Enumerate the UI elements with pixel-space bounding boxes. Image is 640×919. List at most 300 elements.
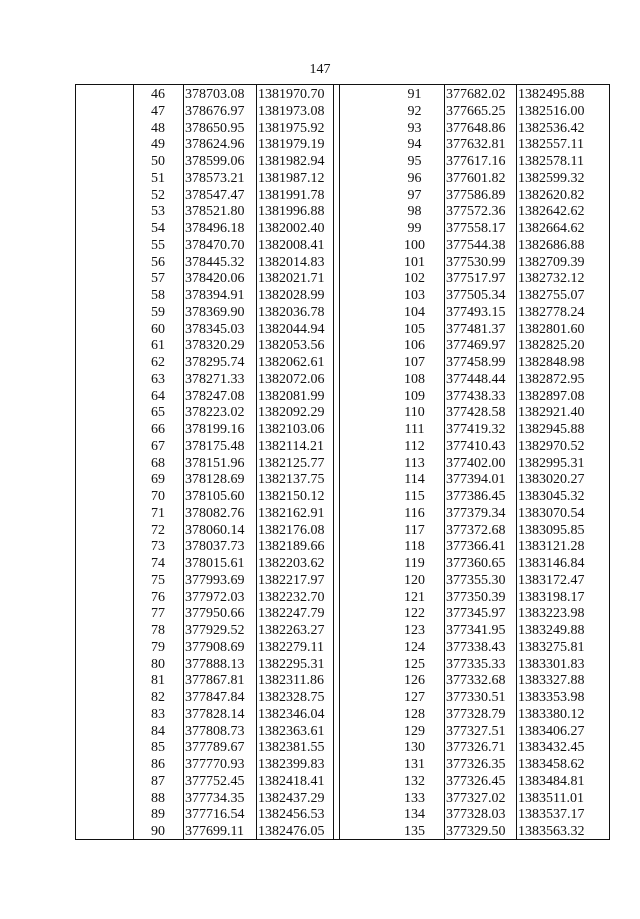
- point-number-cell: 71: [151, 505, 165, 521]
- x-coordinate-cell: 378624.96: [185, 137, 245, 153]
- right-table-row: [75, 86, 610, 104]
- y-coordinate-cell: 1382897.08: [518, 388, 585, 404]
- right-table-row: [75, 488, 610, 506]
- y-coordinate-cell: 1382686.88: [518, 237, 585, 253]
- point-number-cell: 58: [151, 288, 165, 303]
- table-top-border: [75, 84, 610, 85]
- right-table-row: [75, 321, 610, 339]
- x-coordinate-cell: 377544.38: [446, 237, 506, 253]
- point-number-cell: 128: [404, 706, 425, 722]
- x-coordinate-cell: 378151.96: [185, 455, 245, 471]
- point-number-cell: 93: [407, 120, 422, 136]
- y-coordinate-cell: 1382137.75: [258, 472, 325, 488]
- y-coordinate-cell: 1383070.54: [518, 505, 585, 521]
- point-number-cell: 50: [151, 154, 165, 169]
- y-coordinate-cell: 1382848.98: [518, 355, 585, 370]
- x-coordinate-cell: 377469.97: [446, 338, 506, 354]
- x-coordinate-cell: 378521.80: [185, 204, 245, 220]
- y-coordinate-cell: 1382203.62: [258, 556, 325, 571]
- right-table-row: [75, 136, 610, 154]
- point-number-cell: 52: [151, 187, 165, 203]
- point-number-cell: 105: [404, 321, 425, 337]
- point-number-cell: 121: [404, 589, 425, 605]
- x-coordinate-cell: 377752.45: [185, 773, 245, 789]
- x-coordinate-cell: 377699.11: [185, 824, 244, 839]
- point-number-cell: 47: [151, 103, 165, 119]
- right-table-row: [75, 505, 610, 523]
- x-coordinate-cell: 378676.97: [185, 103, 245, 119]
- x-coordinate-cell: 377517.97: [446, 271, 506, 287]
- x-coordinate-cell: 377327.02: [446, 790, 506, 806]
- y-coordinate-cell: 1382162.91: [258, 505, 325, 521]
- point-number-cell: 98: [407, 204, 422, 220]
- x-coordinate-cell: 377682.02: [446, 87, 506, 102]
- point-number-cell: 87: [151, 773, 165, 789]
- y-coordinate-cell: 1383301.83: [518, 656, 585, 672]
- y-coordinate-cell: 1382103.06: [258, 422, 325, 437]
- point-number-cell: 80: [151, 656, 165, 672]
- x-coordinate-cell: 377410.43: [446, 438, 506, 454]
- y-coordinate-cell: 1383146.84: [518, 556, 585, 571]
- y-coordinate-cell: 1381996.88: [258, 204, 325, 220]
- point-number-cell: 64: [151, 388, 165, 404]
- point-number-cell: 76: [151, 589, 165, 605]
- point-number-cell: 131: [404, 757, 425, 772]
- x-coordinate-cell: 377338.43: [446, 639, 506, 655]
- y-coordinate-cell: 1382418.41: [258, 773, 325, 789]
- right-table-row: [75, 471, 610, 489]
- right-table-row: [75, 790, 610, 808]
- point-number-cell: 134: [404, 807, 425, 823]
- y-coordinate-cell: 1382008.41: [258, 237, 325, 253]
- x-coordinate-cell: 378082.76: [185, 505, 245, 521]
- right-table-row: [75, 404, 610, 422]
- right-table-row: [75, 337, 610, 355]
- x-coordinate-cell: 377493.15: [446, 304, 506, 320]
- right-table-row: [75, 187, 610, 205]
- y-coordinate-cell: 1382557.11: [518, 137, 584, 153]
- point-number-cell: 78: [151, 623, 165, 638]
- y-coordinate-cell: 1381987.12: [258, 170, 325, 186]
- right-table-row: [75, 689, 610, 707]
- y-coordinate-cell: 1383045.32: [518, 489, 585, 504]
- x-coordinate-cell: 378445.32: [185, 254, 245, 270]
- x-coordinate-cell: 378223.02: [185, 405, 245, 421]
- point-number-cell: 115: [404, 489, 425, 504]
- x-coordinate-cell: 377586.89: [446, 187, 506, 203]
- x-coordinate-cell: 378496.18: [185, 221, 245, 236]
- y-coordinate-cell: 1382945.88: [518, 422, 585, 437]
- point-number-cell: 130: [404, 740, 425, 756]
- y-coordinate-cell: 1383432.45: [518, 740, 585, 756]
- x-coordinate-cell: 378703.08: [185, 87, 245, 102]
- x-coordinate-cell: 377394.01: [446, 472, 506, 488]
- y-coordinate-cell: 1383537.17: [518, 807, 585, 823]
- point-number-cell: 60: [151, 321, 165, 337]
- point-number-cell: 85: [151, 740, 165, 756]
- point-number-cell: 118: [404, 539, 425, 555]
- point-number-cell: 67: [151, 438, 165, 454]
- x-coordinate-cell: 377558.17: [446, 221, 506, 236]
- point-number-cell: 79: [151, 639, 165, 655]
- point-number-cell: 57: [151, 271, 165, 287]
- point-number-cell: 59: [151, 304, 165, 320]
- x-coordinate-cell: 377326.45: [446, 773, 506, 789]
- right-table-row: [75, 522, 610, 540]
- x-coordinate-cell: 377867.81: [185, 673, 245, 689]
- right-table-row: [75, 605, 610, 623]
- y-coordinate-cell: 1382578.11: [518, 154, 584, 169]
- right-table-row: [75, 639, 610, 657]
- point-number-cell: 90: [151, 824, 165, 839]
- x-coordinate-cell: 377572.36: [446, 204, 506, 220]
- x-coordinate-cell: 377481.37: [446, 321, 506, 337]
- right-table-row: [75, 421, 610, 439]
- x-coordinate-cell: 377327.51: [446, 723, 506, 739]
- y-coordinate-cell: 1383563.32: [518, 824, 585, 839]
- point-number-cell: 66: [151, 422, 165, 437]
- point-number-cell: 46: [151, 87, 165, 102]
- y-coordinate-cell: 1382664.62: [518, 221, 585, 236]
- point-number-cell: 113: [404, 455, 425, 471]
- right-table-row: [75, 354, 610, 372]
- point-number-cell: 125: [404, 656, 425, 672]
- y-coordinate-cell: 1382495.88: [518, 87, 585, 102]
- x-coordinate-cell: 377601.82: [446, 170, 506, 186]
- x-coordinate-cell: 377438.33: [446, 388, 506, 404]
- x-coordinate-cell: 377335.33: [446, 656, 506, 672]
- y-coordinate-cell: 1382263.27: [258, 623, 325, 638]
- x-coordinate-cell: 377326.71: [446, 740, 506, 756]
- y-coordinate-cell: 1382732.12: [518, 271, 585, 287]
- right-table-row: [75, 438, 610, 456]
- y-coordinate-cell: 1382801.60: [518, 321, 585, 337]
- point-number-cell: 53: [151, 204, 165, 220]
- y-coordinate-cell: 1382217.97: [258, 572, 325, 588]
- x-coordinate-cell: 377328.03: [446, 807, 506, 823]
- right-table-row: [75, 739, 610, 757]
- x-coordinate-cell: 377734.35: [185, 790, 245, 806]
- point-number-cell: 74: [151, 556, 165, 571]
- y-coordinate-cell: 1382125.77: [258, 455, 325, 471]
- right-table-row: [75, 756, 610, 774]
- y-coordinate-cell: 1382363.61: [258, 723, 325, 739]
- right-table-row: [75, 622, 610, 640]
- y-coordinate-cell: 1382476.05: [258, 824, 325, 839]
- y-coordinate-cell: 1382232.70: [258, 589, 325, 605]
- y-coordinate-cell: 1383223.98: [518, 606, 585, 622]
- y-coordinate-cell: 1382516.00: [518, 103, 585, 119]
- point-number-cell: 123: [404, 623, 425, 638]
- x-coordinate-cell: 377360.65: [446, 556, 506, 571]
- y-coordinate-cell: 1382995.31: [518, 455, 585, 471]
- point-number-cell: 133: [404, 790, 425, 806]
- point-number-cell: 48: [151, 120, 165, 136]
- x-coordinate-cell: 377716.54: [185, 807, 245, 823]
- x-coordinate-cell: 377665.25: [446, 103, 506, 119]
- right-table-row: [75, 371, 610, 389]
- y-coordinate-cell: 1382044.94: [258, 321, 325, 337]
- y-coordinate-cell: 1382081.99: [258, 388, 325, 404]
- x-coordinate-cell: 378199.16: [185, 422, 245, 437]
- point-number-cell: 104: [404, 304, 425, 320]
- x-coordinate-cell: 378470.70: [185, 237, 245, 253]
- x-coordinate-cell: 378420.06: [185, 271, 245, 287]
- right-table-row: [75, 538, 610, 556]
- right-table-row: [75, 203, 610, 221]
- x-coordinate-cell: 377419.32: [446, 422, 506, 437]
- x-coordinate-cell: 377428.58: [446, 405, 506, 421]
- right-table-row: [75, 153, 610, 171]
- x-coordinate-cell: 377341.95: [446, 623, 506, 638]
- y-coordinate-cell: 1381975.92: [258, 120, 325, 136]
- y-coordinate-cell: 1381970.70: [258, 87, 325, 102]
- point-number-cell: 120: [404, 572, 425, 588]
- y-coordinate-cell: 1382014.83: [258, 254, 325, 270]
- x-coordinate-cell: 377908.69: [185, 639, 245, 655]
- point-number-cell: 109: [404, 388, 425, 404]
- y-coordinate-cell: 1382381.55: [258, 740, 325, 756]
- y-coordinate-cell: 1382778.24: [518, 304, 585, 320]
- x-coordinate-cell: 378271.33: [185, 371, 245, 387]
- point-number-cell: 132: [404, 773, 425, 789]
- y-coordinate-cell: 1382150.12: [258, 489, 325, 504]
- right-table-row: [75, 220, 610, 238]
- y-coordinate-cell: 1383198.17: [518, 589, 585, 605]
- y-coordinate-cell: 1382755.07: [518, 288, 585, 303]
- point-number-cell: 92: [407, 103, 422, 119]
- x-coordinate-cell: 377888.13: [185, 656, 245, 672]
- point-number-cell: 119: [404, 556, 425, 571]
- point-number-cell: 91: [407, 87, 422, 102]
- y-coordinate-cell: 1382921.40: [518, 405, 585, 421]
- right-table-row: [75, 572, 610, 590]
- y-coordinate-cell: 1382189.66: [258, 539, 325, 555]
- y-coordinate-cell: 1382620.82: [518, 187, 585, 203]
- right-table-row: [75, 254, 610, 272]
- point-number-cell: 110: [404, 405, 425, 421]
- y-coordinate-cell: 1383406.27: [518, 723, 585, 739]
- y-coordinate-cell: 1381979.19: [258, 137, 325, 153]
- x-coordinate-cell: 378547.47: [185, 187, 245, 203]
- y-coordinate-cell: 1383020.27: [518, 472, 585, 488]
- point-number-cell: 73: [151, 539, 165, 555]
- right-table-row: [75, 656, 610, 674]
- point-number-cell: 61: [151, 338, 165, 354]
- x-coordinate-cell: 377828.14: [185, 706, 245, 722]
- x-coordinate-cell: 378105.60: [185, 489, 245, 504]
- right-table-row: [75, 723, 610, 741]
- point-number-cell: 99: [407, 221, 422, 236]
- x-coordinate-cell: 377505.34: [446, 288, 506, 303]
- right-table-row: [75, 270, 610, 288]
- y-coordinate-cell: 1382176.08: [258, 522, 325, 538]
- y-coordinate-cell: 1382456.53: [258, 807, 325, 823]
- right-table-row: [75, 706, 610, 724]
- x-coordinate-cell: 377329.50: [446, 824, 506, 839]
- x-coordinate-cell: 378650.95: [185, 120, 245, 136]
- x-coordinate-cell: 377847.84: [185, 690, 245, 705]
- y-coordinate-cell: 1382399.83: [258, 757, 325, 772]
- y-coordinate-cell: 1383121.28: [518, 539, 585, 555]
- right-table-row: [75, 304, 610, 322]
- y-coordinate-cell: 1382346.04: [258, 706, 325, 722]
- y-coordinate-cell: 1383511.01: [518, 790, 584, 806]
- point-number-cell: 89: [151, 807, 165, 823]
- x-coordinate-cell: 377458.99: [446, 355, 506, 370]
- point-number-cell: 84: [151, 723, 165, 739]
- x-coordinate-cell: 377950.66: [185, 606, 245, 622]
- y-coordinate-cell: 1382036.78: [258, 304, 325, 320]
- coordinates-table: [75, 84, 610, 840]
- y-coordinate-cell: 1382437.29: [258, 790, 325, 806]
- point-number-cell: 95: [407, 154, 422, 169]
- point-number-cell: 70: [151, 489, 165, 504]
- right-table-row: [75, 773, 610, 791]
- point-number-cell: 124: [404, 639, 425, 655]
- point-number-cell: 112: [404, 438, 425, 454]
- point-number-cell: 75: [151, 572, 165, 588]
- right-table-row: [75, 120, 610, 138]
- x-coordinate-cell: 377617.16: [446, 154, 506, 169]
- x-coordinate-cell: 377350.39: [446, 589, 506, 605]
- y-coordinate-cell: 1383249.88: [518, 623, 585, 638]
- x-coordinate-cell: 378175.48: [185, 438, 245, 454]
- y-coordinate-cell: 1382002.40: [258, 221, 325, 236]
- point-number-cell: 135: [404, 824, 425, 839]
- right-table-row: [75, 388, 610, 406]
- point-number-cell: 101: [404, 254, 425, 270]
- x-coordinate-cell: 377355.30: [446, 572, 506, 588]
- point-number-cell: 65: [151, 405, 165, 421]
- point-number-cell: 62: [151, 355, 165, 370]
- y-coordinate-cell: 1382311.86: [258, 673, 324, 689]
- x-coordinate-cell: 378573.21: [185, 170, 245, 186]
- point-number-cell: 54: [151, 221, 165, 236]
- x-coordinate-cell: 378015.61: [185, 556, 245, 571]
- x-coordinate-cell: 377770.93: [185, 757, 245, 772]
- y-coordinate-cell: 1382092.29: [258, 405, 325, 421]
- point-number-cell: 97: [407, 187, 422, 203]
- y-coordinate-cell: 1382053.56: [258, 338, 325, 354]
- y-coordinate-cell: 1382062.61: [258, 355, 325, 370]
- point-number-cell: 106: [404, 338, 425, 354]
- x-coordinate-cell: 378599.06: [185, 154, 245, 169]
- x-coordinate-cell: 377789.67: [185, 740, 245, 756]
- right-table-row: [75, 170, 610, 188]
- x-coordinate-cell: 377372.68: [446, 522, 506, 538]
- point-number-cell: 88: [151, 790, 165, 806]
- x-coordinate-cell: 377379.34: [446, 505, 506, 521]
- y-coordinate-cell: 1382295.31: [258, 656, 325, 672]
- y-coordinate-cell: 1382114.21: [258, 438, 324, 454]
- x-coordinate-cell: 377448.44: [446, 371, 506, 387]
- x-coordinate-cell: 378394.91: [185, 288, 245, 303]
- point-number-cell: 127: [404, 690, 425, 705]
- point-number-cell: 117: [404, 522, 425, 538]
- y-coordinate-cell: 1383353.98: [518, 690, 585, 705]
- point-number-cell: 129: [404, 723, 425, 739]
- point-number-cell: 77: [151, 606, 165, 622]
- y-coordinate-cell: 1382279.11: [258, 639, 324, 655]
- x-coordinate-cell: 377345.97: [446, 606, 506, 622]
- point-number-cell: 69: [151, 472, 165, 488]
- point-number-cell: 68: [151, 455, 165, 471]
- point-number-cell: 63: [151, 371, 165, 387]
- y-coordinate-cell: 1382642.62: [518, 204, 585, 220]
- y-coordinate-cell: 1381991.78: [258, 187, 325, 203]
- x-coordinate-cell: 377632.81: [446, 137, 506, 153]
- point-number-cell: 103: [404, 288, 425, 303]
- x-coordinate-cell: 378128.69: [185, 472, 245, 488]
- y-coordinate-cell: 1382825.20: [518, 338, 585, 354]
- y-coordinate-cell: 1382872.95: [518, 371, 585, 387]
- y-coordinate-cell: 1383458.62: [518, 757, 585, 772]
- y-coordinate-cell: 1383172.47: [518, 572, 585, 588]
- point-number-cell: 126: [404, 673, 425, 689]
- right-table-row: [75, 672, 610, 690]
- right-table-row: [75, 287, 610, 305]
- y-coordinate-cell: 1383484.81: [518, 773, 585, 789]
- point-number-cell: 82: [151, 690, 165, 705]
- right-table-row: [75, 823, 610, 841]
- right-table-row: [75, 806, 610, 824]
- x-coordinate-cell: 378345.03: [185, 321, 245, 337]
- x-coordinate-cell: 378320.29: [185, 338, 245, 354]
- x-coordinate-cell: 378037.73: [185, 539, 245, 555]
- y-coordinate-cell: 1383327.88: [518, 673, 585, 689]
- point-number-cell: 116: [404, 505, 425, 521]
- page-number: 147: [309, 62, 331, 77]
- point-number-cell: 111: [404, 422, 425, 437]
- x-coordinate-cell: 377366.41: [446, 539, 506, 555]
- point-number-cell: 100: [404, 237, 425, 253]
- point-number-cell: 72: [151, 522, 165, 538]
- y-coordinate-cell: 1383380.12: [518, 706, 585, 722]
- y-coordinate-cell: 1382709.39: [518, 254, 585, 270]
- point-number-cell: 96: [407, 170, 422, 186]
- x-coordinate-cell: 377386.45: [446, 489, 506, 504]
- right-table-row: [75, 237, 610, 255]
- point-number-cell: 94: [407, 137, 422, 153]
- x-coordinate-cell: 377330.51: [446, 690, 506, 705]
- right-table-row: [75, 455, 610, 473]
- x-coordinate-cell: 378369.90: [185, 304, 245, 320]
- point-number-cell: 122: [404, 606, 425, 622]
- right-table-row: [75, 555, 610, 573]
- right-table-row: [75, 103, 610, 121]
- point-number-cell: 83: [151, 706, 165, 722]
- y-coordinate-cell: 1382970.52: [518, 438, 585, 454]
- x-coordinate-cell: 377402.00: [446, 455, 506, 471]
- y-coordinate-cell: 1382247.79: [258, 606, 325, 622]
- point-number-cell: 49: [151, 137, 165, 153]
- y-coordinate-cell: 1382536.42: [518, 120, 585, 136]
- point-number-cell: 55: [151, 237, 165, 253]
- y-coordinate-cell: 1383095.85: [518, 522, 585, 538]
- x-coordinate-cell: 377326.35: [446, 757, 506, 772]
- y-coordinate-cell: 1382072.06: [258, 371, 325, 387]
- y-coordinate-cell: 1381982.94: [258, 154, 325, 169]
- x-coordinate-cell: 377648.86: [446, 120, 506, 136]
- y-coordinate-cell: 1382028.99: [258, 288, 325, 303]
- point-number-cell: 107: [404, 355, 425, 370]
- x-coordinate-cell: 377929.52: [185, 623, 245, 638]
- x-coordinate-cell: 377328.79: [446, 706, 506, 722]
- point-number-cell: 56: [151, 254, 165, 270]
- y-coordinate-cell: 1382021.71: [258, 271, 325, 287]
- x-coordinate-cell: 378295.74: [185, 355, 245, 370]
